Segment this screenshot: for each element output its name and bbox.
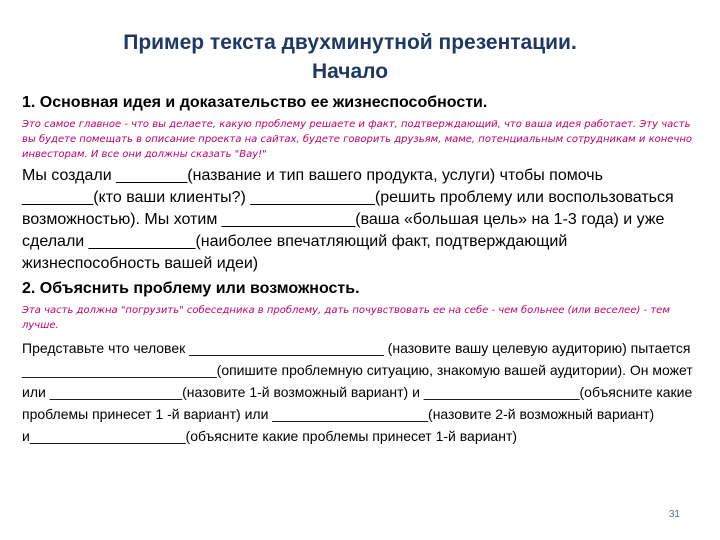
section-2-body: Представьте что человек _________________________ (назовите вашу целевую аудиторию) пытается _________________________(опишите проблемную ситуацию, знакомую вашей аудитории). Он может или _________________(назовите 1-й возможный вариант) и ____________________(объясните какие проблемы принесет 1 -й вариант) или ____________________(назовите 2-й возможный вариант) и____________________(объясните какие проблемы принесет 1-й вариант) xyxy=(22,340,693,444)
section-1-heading: 1. Основная идея и доказательство ее жизнеспособности. xyxy=(22,94,488,111)
section-2-heading: 2. Объяснить проблему или возможность. xyxy=(22,280,360,297)
title-line-1: Пример текста двухминутной презентации. xyxy=(123,31,577,54)
page-number: 31 xyxy=(668,509,680,520)
section-1-note: Это самое главное - что вы делаете, какую проблему решаете и факт, подтверждающий, что ваша идея работает. Эту часть вы будете помещать в описание проекта на сайтах, будете говорить друзьям, маме, потенциальным сотрудникам и конечно инвесторам. И все они должны сказать "Вау!" xyxy=(22,119,692,160)
section-2-note: Эта часть должна "погрузить" собеседника в проблему, дать почувствовать ее на себе - чем больнее (или веселее) - тем лучше. xyxy=(22,305,670,331)
title-line-2: Начало xyxy=(311,60,389,83)
slide-title xyxy=(0,28,700,86)
slide-content xyxy=(22,92,702,447)
section-1-body: Мы создали ________(название и тип вашего продукта, услуги) чтобы помочь ________(кто ваши клиенты?) ______________(решить проблему или воспользоваться возможностью). Мы хотим _______________(ваша «большая цель» на 1-3 года) и уже сделали ____________(наиболее впечатляющий факт, подтверждающий жизнеспособность вашей идеи) xyxy=(22,167,674,272)
